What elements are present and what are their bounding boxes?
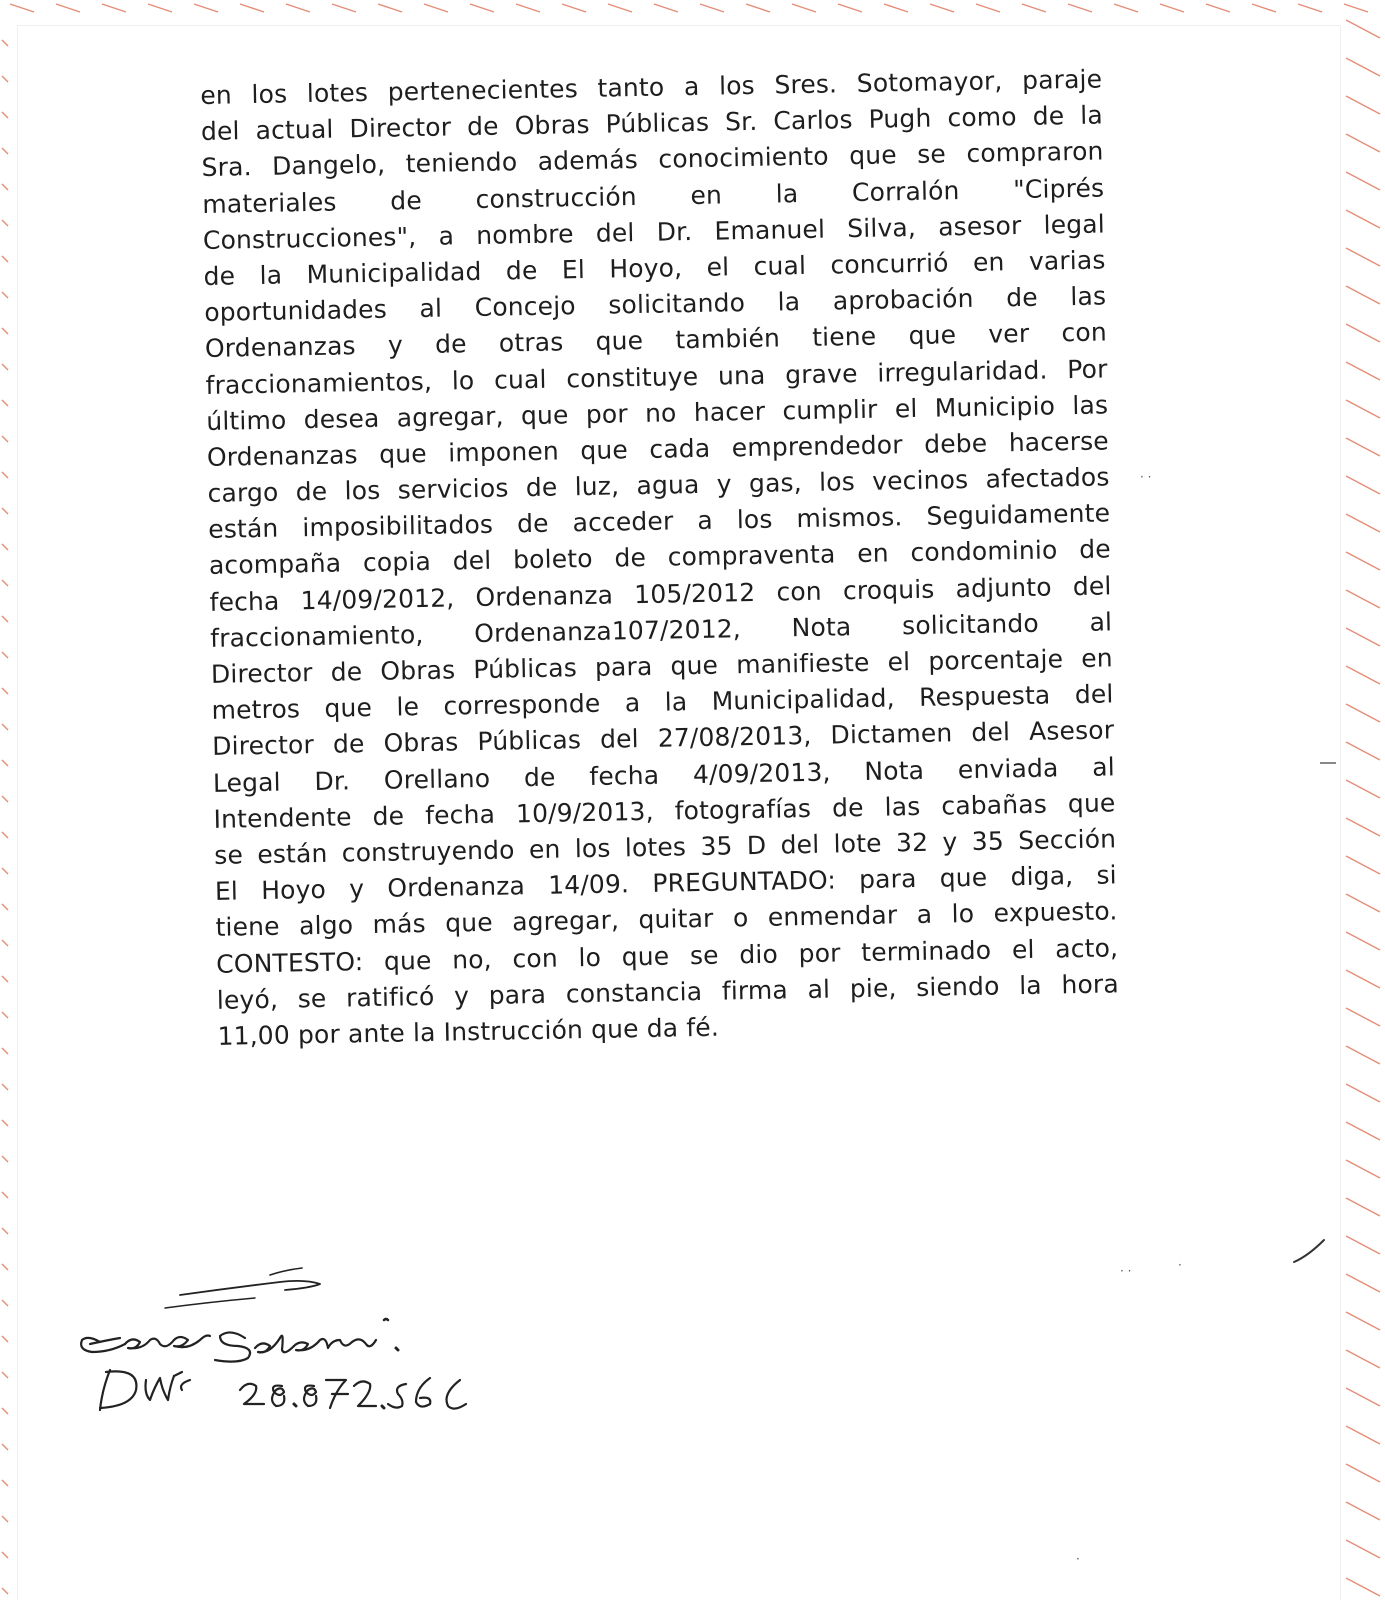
edge-mark — [2, 1264, 8, 1270]
edge-mark — [240, 4, 264, 12]
text-line: en los lotes pertenecientes tanto a los Sres. Sotomayor, paraje — [200, 64, 1103, 110]
text-line: acompaña copia del boleto de compraventa en condominio de — [208, 534, 1112, 581]
edge-mark — [1346, 476, 1380, 494]
edge-mark — [2, 580, 8, 586]
edge-mark — [2, 328, 8, 334]
document-body-text — [200, 61, 1120, 1054]
edge-mark — [608, 4, 632, 12]
edge-mark — [1346, 1312, 1380, 1330]
edge-mark — [2, 256, 8, 262]
edge-mark — [1346, 818, 1380, 836]
text-line: se están construyendo en los lotes 35 D del lote 32 y 35 Sección — [213, 824, 1117, 870]
edge-mark — [1346, 1274, 1380, 1292]
edge-mark — [2, 1372, 8, 1378]
edge-mark — [930, 4, 954, 12]
edge-mark — [2, 1408, 8, 1414]
edge-mark — [2, 1516, 8, 1522]
edge-mark — [2, 400, 8, 406]
edge-mark — [2, 1444, 8, 1450]
edge-mark — [1346, 666, 1380, 684]
edge-mark — [1346, 248, 1380, 266]
edge-mark — [2, 1300, 8, 1306]
edge-mark — [2, 76, 8, 82]
text-line: Ordenanzas que imponen que cada emprendedor debe hacerse — [206, 426, 1110, 472]
edge-mark — [2, 1048, 8, 1054]
edge-mark — [1346, 438, 1380, 456]
text-line: fecha 14/09/2012, Ordenanza 105/2012 con croquis adjunto del — [209, 571, 1112, 617]
edge-mark — [1346, 58, 1380, 76]
edge-mark — [2, 1120, 8, 1126]
edge-mark — [1346, 1008, 1380, 1026]
edge-mark — [2, 688, 8, 694]
edge-mark — [1346, 1122, 1380, 1140]
edge-mark — [1346, 856, 1380, 874]
edge-mark — [1346, 780, 1380, 798]
edge-mark — [1068, 4, 1092, 12]
edge-mark — [1346, 1236, 1380, 1254]
text-line: Construcciones", a nombre del Dr. Emanuel Silva, asesor legal — [202, 209, 1106, 255]
edge-mark — [1346, 1540, 1380, 1558]
edge-mark — [1346, 1046, 1380, 1064]
edge-mark — [1346, 172, 1380, 190]
edge-mark — [1346, 932, 1380, 950]
text-line: cargo de los servicios de luz, agua y gas, los vecinos afectados — [207, 462, 1110, 508]
text-line: Ordenanzas y de otras que también tiene que ver con — [204, 317, 1108, 364]
scan-speck: · · — [1140, 470, 1152, 484]
edge-mark — [2, 508, 8, 514]
edge-mark — [1346, 1388, 1380, 1406]
edge-mark — [2, 940, 8, 946]
edge-mark — [2, 544, 8, 550]
edge-mark — [2, 1336, 8, 1342]
edge-mark — [976, 4, 1000, 12]
edge-mark — [2, 472, 8, 478]
edge-mark — [746, 4, 770, 12]
edge-mark — [2, 1156, 8, 1162]
edge-mark — [1346, 96, 1380, 114]
text-line: CONTESTO: que no, con lo que se dio por terminado el acto, — [215, 932, 1119, 979]
edge-mark — [2, 1480, 8, 1486]
edge-mark — [194, 4, 218, 12]
text-line: Director de Obras Públicas del 27/08/2013, Dictamen del Asesor — [211, 715, 1115, 762]
edge-mark — [2, 724, 8, 730]
edge-mark — [2, 1588, 8, 1594]
text-line: materiales de construcción en la Corralón "Ciprés — [202, 173, 1105, 219]
edge-mark — [2, 868, 8, 874]
edge-mark — [10, 4, 34, 12]
edge-mark — [2, 148, 8, 154]
edge-mark — [1346, 1084, 1380, 1102]
edge-mark — [2, 364, 8, 370]
text-line: tiene algo más que agregar, quitar o enmendar a lo expuesto. — [215, 896, 1118, 943]
scan-speck: · — [1178, 1258, 1182, 1272]
text-line: oportunidades al Concejo solicitando la aprobación de las — [204, 281, 1107, 328]
edge-mark — [286, 4, 310, 12]
edge-mark — [1160, 4, 1184, 12]
edge-mark — [1206, 4, 1230, 12]
edge-mark — [2, 796, 8, 802]
edge-mark — [1346, 1350, 1380, 1368]
edge-mark — [1346, 970, 1380, 988]
edge-mark — [838, 4, 862, 12]
edge-mark — [1346, 1198, 1380, 1216]
scan-speck: · · — [1120, 1264, 1132, 1278]
text-line: están imposibilitados de acceder a los mismos. Seguidamente — [208, 498, 1111, 545]
edge-mark — [2, 1084, 8, 1090]
edge-mark — [56, 4, 80, 12]
edge-mark — [1114, 4, 1138, 12]
edge-mark — [2, 220, 8, 226]
text-line: último desea agregar, que por no hacer cumplir el Municipio las — [206, 390, 1109, 436]
edge-mark — [1252, 4, 1276, 12]
edge-mark — [1346, 1160, 1380, 1178]
text-line: fraccionamiento, Ordenanza107/2012, Nota solicitando al — [210, 607, 1113, 653]
edge-mark — [470, 4, 494, 12]
edge-mark — [1346, 704, 1380, 722]
edge-mark — [2, 184, 8, 190]
text-line: 11,00 por ante la Instrucción que da fé. — [217, 1012, 720, 1051]
edge-mark — [884, 4, 908, 12]
edge-mark — [1346, 1578, 1380, 1596]
edge-mark — [1298, 4, 1322, 12]
edge-mark — [1346, 552, 1380, 570]
edge-mark — [2, 652, 8, 658]
edge-mark — [1346, 628, 1380, 646]
edge-mark — [1346, 1464, 1380, 1482]
scan-speck: · — [1076, 1552, 1080, 1566]
edge-mark — [2, 436, 8, 442]
edge-mark — [2, 616, 8, 622]
text-line: fraccionamientos, lo cual constituye una grave irregularidad. Por — [205, 353, 1108, 400]
text-line: Legal Dr. Orellano de fecha 4/09/2013, Nota enviada al — [212, 751, 1116, 798]
text-line: del actual Director de Obras Públicas Sr. Carlos Pugh como de la — [200, 100, 1104, 147]
scan-pen-mark — [1290, 1236, 1330, 1266]
edge-mark — [2, 904, 8, 910]
edge-mark — [2, 760, 8, 766]
handwritten-signature — [70, 1240, 490, 1430]
edge-mark — [1346, 134, 1380, 152]
edge-mark — [1346, 514, 1380, 532]
text-line: de la Municipalidad de El Hoyo, el cual concurrió en varias — [203, 245, 1106, 291]
edge-mark — [1346, 20, 1380, 38]
edge-mark — [332, 4, 356, 12]
edge-mark — [2, 1012, 8, 1018]
edge-mark — [2, 832, 8, 838]
text-line: Sra. Dangelo, teniendo además conocimiento que se compraron — [201, 136, 1104, 183]
edge-mark — [2, 1552, 8, 1558]
edge-mark — [102, 4, 126, 12]
text-line: Intendente de fecha 10/9/2013, fotografías de las cabañas que — [213, 788, 1116, 834]
edge-mark — [2, 1192, 8, 1198]
text-line: Director de Obras Públicas para que manifieste el porcentaje en — [210, 643, 1114, 689]
edge-mark — [1346, 286, 1380, 304]
edge-mark — [562, 4, 586, 12]
scan-dash-mark — [1318, 760, 1338, 766]
edge-mark — [654, 4, 678, 12]
edge-mark — [378, 4, 402, 12]
edge-mark — [2, 292, 8, 298]
edge-mark — [148, 4, 172, 12]
edge-mark — [2, 976, 8, 982]
text-line: leyó, se ratificó y para constancia firma al pie, siendo la hora — [216, 969, 1120, 1015]
edge-mark — [2, 40, 8, 46]
edge-mark — [516, 4, 540, 12]
edge-mark — [1346, 210, 1380, 228]
edge-mark — [1346, 1426, 1380, 1444]
edge-mark — [1344, 4, 1368, 12]
edge-mark — [1346, 400, 1380, 418]
edge-mark — [424, 4, 448, 12]
edge-mark — [792, 4, 816, 12]
edge-mark — [1346, 1502, 1380, 1520]
text-line: metros que le corresponde a la Municipalidad, Respuesta del — [211, 679, 1114, 726]
edge-mark — [1346, 590, 1380, 608]
edge-mark — [700, 4, 724, 12]
edge-mark — [2, 1228, 8, 1234]
edge-mark — [1346, 742, 1380, 760]
edge-mark — [1022, 4, 1046, 12]
edge-mark — [1346, 362, 1380, 380]
edge-mark — [1346, 894, 1380, 912]
text-line: El Hoyo y Ordenanza 14/09. PREGUNTADO: para que diga, si — [214, 860, 1118, 906]
edge-mark — [1346, 324, 1380, 342]
edge-mark — [2, 112, 8, 118]
